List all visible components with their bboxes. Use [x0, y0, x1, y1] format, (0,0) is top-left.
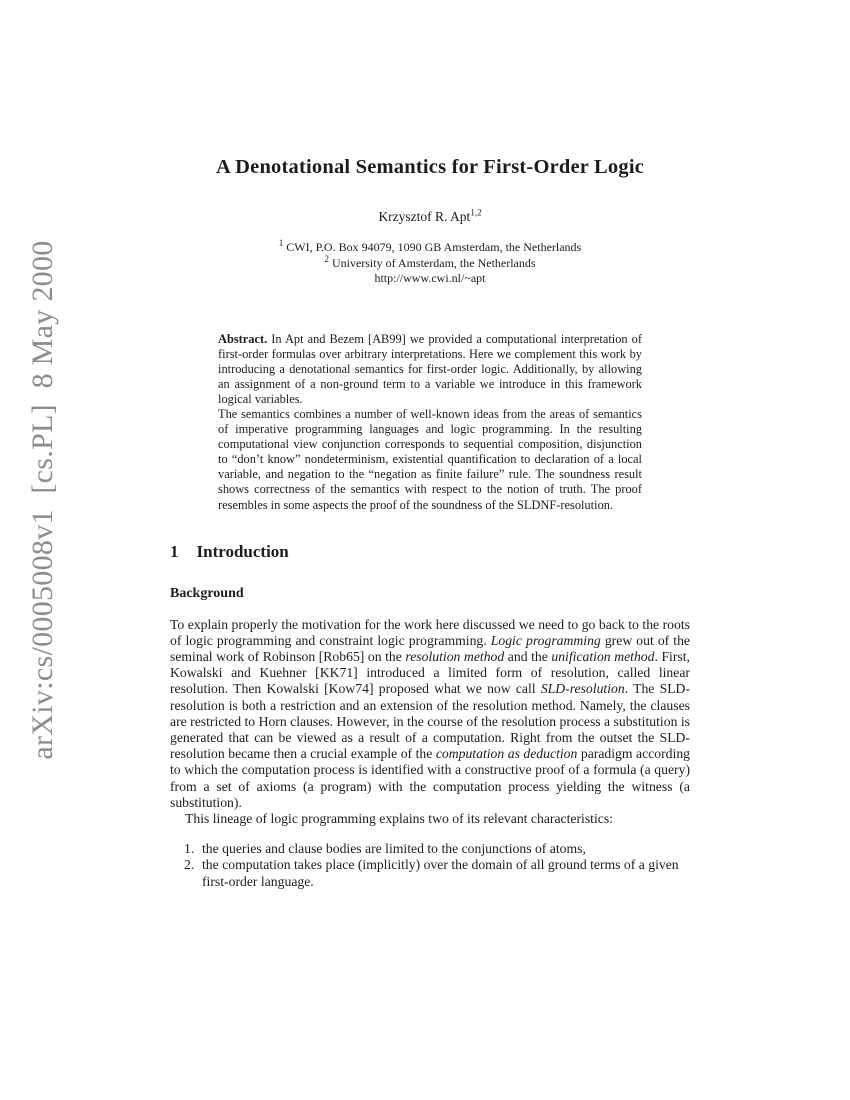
arxiv-watermark: arXiv:cs/0005008v1 [cs.PL] 8 May 2000: [26, 240, 59, 760]
author-url: http://www.cwi.nl/~apt: [374, 271, 486, 285]
characteristics-list: [170, 841, 690, 890]
author-line: [170, 208, 690, 225]
intro-paragraph-2: This lineage of logic programming explains two of its relevant characteristics:: [185, 811, 613, 827]
intro-paragraph-1: To explain properly the motivation for the work here discussed we need to go back to the roots of logic programming and constraint logic programming. Logic programming grew out of the seminal work of Robinson [Rob65] on the resolution method and the unification method. First, Kowalski and Kuehner [KK71] introduced a limited form of resolution, called linear resolution. Then Kowalski [Kow74] proposed what we now call SLD-resolution. The SLD-resolution is both a restriction and an extension of the resolution method. Namely, the clauses are restricted to Horn clauses. However, in the course of the resolution process a substitution is generated that can be viewed as a result of a computation. Right from the outset the SLD-resolution became then a crucial example of the computation as deduction paradigm according to which the computation process is identified with a constructive proof of a formula (a query) from a set of axioms (a program) with the computation process yielding the witness (a substitution).: [170, 616, 691, 810]
list-item: [170, 857, 690, 889]
author-name: Krzysztof R. Apt: [378, 209, 471, 224]
author-superscript: 1,2: [470, 207, 482, 218]
abstract-paragraph-2: The semantics combines a number of well-known ideas from the areas of semantics of imperative programming languages and logic programming. In the resulting computational view conjunction corresponds to sequential composition, disjunction to “don’t know” nondeterminism, existential quantification to declaration of a local variable, and negation to the “negation as finite failure” rule. The soundness result shows correctness of the semantics with respect to the notion of truth. The proof resembles in some aspects the proof of the soundness of the SLDNF-resolution.: [218, 406, 642, 512]
section-heading-introduction: [170, 542, 690, 562]
list-item-1-marker: 1.: [184, 841, 195, 857]
affiliations-block: [170, 240, 690, 287]
affiliation-1: [170, 240, 690, 256]
affiliation-1-marker: 1: [278, 238, 284, 248]
abstract-block: [218, 332, 642, 513]
section-number: 1: [170, 541, 179, 561]
paper-content: [170, 0, 690, 890]
subsection-heading-background: Background: [170, 585, 244, 601]
affiliation-2: [170, 253, 690, 272]
affiliation-1-text: CWI, P.O. Box 94079, 1090 GB Amsterdam, the Netherlands: [286, 240, 582, 254]
list-item-2-text: the computation takes place (implicitly) over the domain of all ground terms of a given first-order language.: [202, 857, 679, 889]
abstract-paragraph-1-text: In Apt and Bezem [AB99] we provided a computational interpretation of first-order formulas over arbitrary interpretations. Here we complement this work by introducing a denotational semantics for first-order logic. Additionally, by allowing an assignment of a non-ground term to a variable we introduce in this framework logical variables.: [218, 331, 642, 406]
abstract-label: Abstract.: [218, 331, 268, 346]
list-item: [170, 841, 690, 857]
paper-title: A Denotational Semantics for First-Order Logic: [215, 156, 645, 178]
list-item-2-marker: 2.: [184, 857, 195, 873]
affiliation-2-marker: 2: [324, 253, 329, 264]
affiliation-2-text: University of Amsterdam, the Netherlands: [331, 255, 536, 270]
section-title: Introduction: [196, 541, 289, 561]
abstract-paragraph-1: [218, 332, 642, 407]
list-item-1-text: the queries and clause bodies are limited to the conjunctions of atoms,: [202, 841, 586, 857]
